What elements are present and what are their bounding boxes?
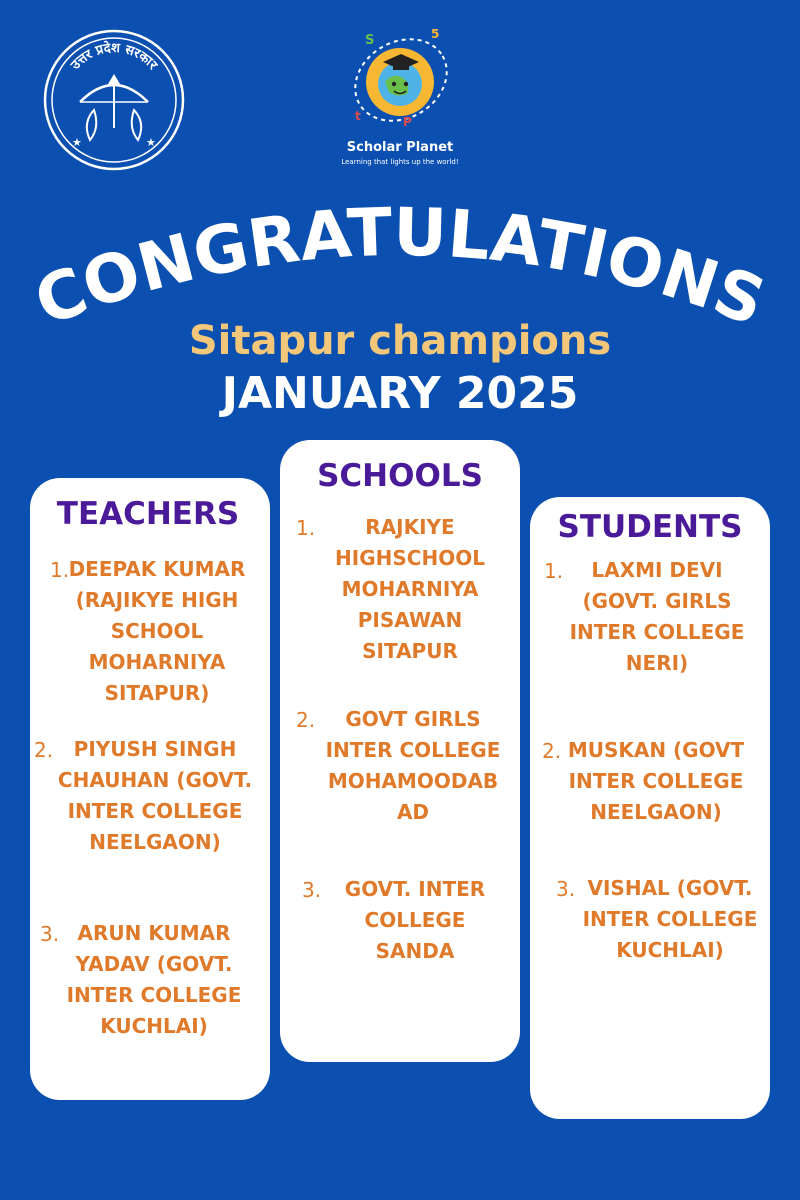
schools-title: SCHOOLS [317,458,483,494]
student-entry-2 [530,735,770,828]
entry-line: INTER COLLEGE [67,799,243,823]
entry-name [46,734,264,858]
entry-line: NERI) [625,651,689,675]
school-entry-3 [280,874,520,967]
entry-line: MOHARNIYA [341,577,479,601]
scholar-planet-logo [330,24,470,166]
entry-number: 1. [296,516,316,540]
entry-line: NEELGAON) [89,830,221,854]
teacher-entry-2 [30,734,270,858]
entry-number: 3. [40,922,60,946]
entry-line: INTER COLLEGE [569,620,745,644]
svg-text:5: 5 [431,27,440,41]
student-entry-3 [530,873,770,966]
entry-line: INTER COLLEGE [325,738,501,762]
teachers-title: TEACHERS [56,496,240,532]
entry-line: PISAWAN [357,608,463,632]
entry-line: HIGHSCHOOL [335,546,485,570]
school-entry-2 [280,704,520,828]
entry-line: SCHOOL [110,619,204,643]
entry-line: SANDA [375,939,455,963]
svg-text:P: P [403,115,412,129]
entry-line: VISHAL (GOVT. [587,876,753,900]
entry-name [320,874,510,967]
entry-name [310,704,516,828]
svg-text:★: ★ [146,136,156,149]
entry-line: (RAJIKYE HIGH [75,588,239,612]
entry-line: RAJKIYE [365,515,455,539]
logo-tagline: Learning that lights up the world! [341,158,459,166]
entry-line: SITAPUR [362,639,458,663]
entry-line: MOHAMOODAB [327,769,499,793]
entry-line: INTER COLLEGE [568,769,744,793]
entry-line: SITAPUR) [104,681,210,705]
school-entry-1 [280,512,520,667]
svg-text:S: S [365,33,375,48]
logo-name: Scholar Planet [346,140,454,155]
scholar-planet-globe-icon [345,24,455,134]
teachers-card [30,478,270,1100]
entry-line: COLLEGE [364,908,466,932]
entry-line: MOHARNIYA [88,650,226,674]
entry-line: NEELGAON) [590,800,722,824]
entry-line: DEEPAK KUMAR [68,557,246,581]
teacher-entry-3 [30,918,270,1042]
entry-number: 3. [302,878,322,902]
entry-name [572,873,768,966]
svg-text:★: ★ [72,136,82,149]
entry-line: LAXMI DEVI [591,558,723,582]
congratulations-title: CONGRATULATIONS [24,205,776,335]
entry-line: PIYUSH SINGH [73,737,237,761]
entry-number: 1. [544,559,564,583]
svg-text:t: t [355,109,361,123]
entry-line: ARUN KUMAR [77,921,231,945]
entry-name [562,555,752,679]
entry-line: GOVT GIRLS [345,707,481,731]
students-card [530,497,770,1119]
up-government-emblem-icon [42,28,186,172]
entry-line: (GOVT. GIRLS [582,589,732,613]
entry-line: MUSKAN (GOVT [567,738,745,762]
entry-line: INTER COLLEGE [582,907,758,931]
schools-card [280,440,520,1062]
entry-name [320,512,500,667]
headline [0,205,800,335]
month-title: JANUARY 2025 [221,368,579,419]
entry-line: GOVT. INTER [344,877,486,901]
emblem-text: उत्तर प्रदेश सरकार [68,40,160,73]
entry-number: 2. [542,739,562,763]
entry-name [54,918,254,1042]
teacher-entry-1 [30,554,270,709]
entry-line: YADAV (GOVT. [75,952,233,976]
entry-name [62,554,252,709]
entry-line: KUCHLAI) [616,938,724,962]
entry-line: AD [396,800,430,824]
entry-line: INTER COLLEGE [66,983,242,1007]
students-title: STUDENTS [557,509,743,545]
student-entry-1 [530,555,770,679]
entry-line: CHAUHAN (GOVT. [57,768,253,792]
up-government-emblem [42,28,186,172]
entry-line: KUCHLAI) [100,1014,208,1038]
entry-number: 3. [556,877,576,901]
entry-number: 1. [50,558,70,582]
subtitle: Sitapur champions [188,318,612,364]
entry-name [556,735,756,828]
entry-number: 2. [296,708,316,732]
entry-number: 2. [34,738,54,762]
